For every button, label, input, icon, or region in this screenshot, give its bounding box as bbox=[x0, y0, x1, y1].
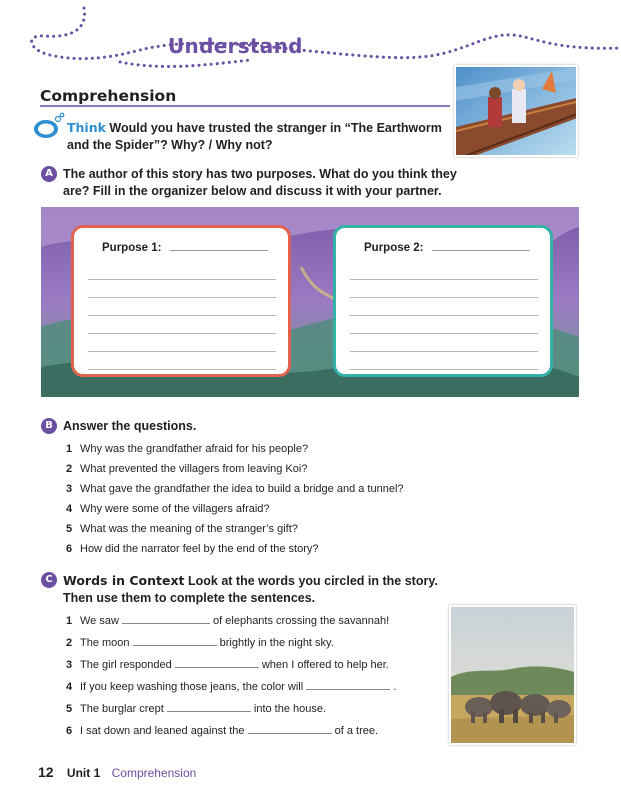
activity-c-heading bbox=[63, 572, 443, 607]
list-item bbox=[66, 443, 308, 455]
sentence-number: 3 bbox=[66, 659, 73, 671]
writing-line[interactable] bbox=[350, 334, 538, 352]
sentence-after: . bbox=[393, 681, 397, 693]
sentence-after: into the house. bbox=[253, 703, 327, 715]
list-item bbox=[66, 658, 389, 671]
list-item bbox=[66, 543, 318, 555]
fill-in-blank[interactable] bbox=[122, 614, 210, 624]
activity-b-badge: B bbox=[41, 418, 57, 434]
sentence-number: 4 bbox=[66, 681, 73, 693]
sentence-before: I sat down and leaned against the bbox=[80, 725, 245, 737]
page-number: 12 bbox=[38, 764, 54, 780]
fill-in-blank[interactable] bbox=[306, 680, 390, 690]
purpose-1-box[interactable] bbox=[71, 225, 291, 377]
writing-line[interactable] bbox=[88, 334, 276, 352]
list-item bbox=[66, 523, 298, 535]
writing-line[interactable] bbox=[88, 298, 276, 316]
writing-line[interactable] bbox=[88, 262, 276, 280]
section-divider bbox=[40, 105, 450, 107]
activity-a-instruction: The author of this story has two purposes. What do you think they are? Fill in the organizer below and discuss it with your partner. bbox=[63, 167, 457, 198]
question-text: What gave the grandfather the idea to build a bridge and a tunnel? bbox=[80, 483, 404, 495]
sentence-before: The girl responded bbox=[80, 659, 172, 671]
sentence-before: We saw bbox=[80, 615, 119, 627]
purpose-2-blank[interactable] bbox=[432, 241, 530, 251]
think-label: Think bbox=[67, 120, 106, 135]
words-in-context-title: Words in Context bbox=[63, 573, 185, 588]
sentence-number: 2 bbox=[66, 637, 73, 649]
section-title: Comprehension bbox=[40, 87, 177, 105]
writing-line[interactable] bbox=[88, 316, 276, 334]
list-item bbox=[66, 503, 270, 515]
page-title: Understand bbox=[168, 34, 303, 58]
purpose-2-box[interactable] bbox=[333, 225, 553, 377]
fill-in-blank[interactable] bbox=[167, 702, 251, 712]
writing-line[interactable] bbox=[350, 280, 538, 298]
purpose-1-label: Purpose 1: bbox=[102, 242, 162, 254]
elephants-photo bbox=[449, 605, 576, 745]
sentence-after: when I offered to help her. bbox=[261, 659, 389, 671]
story-illustration bbox=[454, 65, 578, 157]
question-number: 6 bbox=[66, 543, 73, 555]
unit-label: Unit 1 bbox=[66, 766, 101, 780]
activity-a-badge: A bbox=[41, 166, 57, 182]
list-item bbox=[66, 724, 378, 737]
list-item bbox=[66, 614, 389, 627]
list-item bbox=[66, 463, 307, 475]
think-prompt bbox=[67, 119, 447, 154]
writing-line[interactable] bbox=[350, 298, 538, 316]
writing-line[interactable] bbox=[350, 316, 538, 334]
fill-in-blank[interactable] bbox=[175, 658, 259, 668]
question-number: 3 bbox=[66, 483, 73, 495]
sentence-before: If you keep washing those jeans, the color will bbox=[80, 681, 304, 693]
activity-c-badge: C bbox=[41, 572, 57, 588]
question-text: How did the narrator feel by the end of the story? bbox=[80, 543, 319, 555]
question-text: Why was the grandfather afraid for his people? bbox=[80, 443, 309, 455]
question-text: What prevented the villagers from leaving Koi? bbox=[80, 463, 308, 475]
sentence-after: of elephants crossing the savannah! bbox=[213, 615, 390, 627]
list-item bbox=[66, 636, 334, 649]
list-item bbox=[66, 680, 396, 693]
sentence-before: The moon bbox=[80, 637, 130, 649]
activity-c-instruction: Look at the words you circled in the story. Then use them to complete the sentences. bbox=[63, 574, 438, 605]
sentence-before: The burglar crept bbox=[80, 703, 164, 715]
fill-in-blank[interactable] bbox=[248, 724, 332, 734]
page-footer bbox=[38, 764, 196, 780]
sentence-after: brightly in the night sky. bbox=[219, 637, 334, 649]
list-item bbox=[66, 483, 404, 495]
sentence-number: 6 bbox=[66, 725, 73, 737]
activity-b-instruction: Answer the questions. bbox=[63, 419, 197, 433]
question-number: 1 bbox=[66, 443, 73, 455]
sentence-number: 1 bbox=[66, 615, 73, 627]
question-text: What was the meaning of the stranger’s gift? bbox=[80, 523, 298, 535]
writing-line[interactable] bbox=[88, 280, 276, 298]
question-text: Why were some of the villagers afraid? bbox=[80, 503, 270, 515]
purpose-2-label: Purpose 2: bbox=[364, 242, 424, 254]
think-question: Would you have trusted the stranger in “The Earthworm and the Spider”? Why? / Why not? bbox=[67, 121, 442, 152]
writing-line[interactable] bbox=[350, 262, 538, 280]
question-number: 4 bbox=[66, 503, 73, 515]
list-item bbox=[66, 702, 326, 715]
thought-bubble-icon bbox=[32, 112, 66, 140]
footer-section: Comprehension bbox=[111, 766, 197, 780]
writing-line[interactable] bbox=[88, 352, 276, 370]
sentence-number: 5 bbox=[66, 703, 73, 715]
question-number: 5 bbox=[66, 523, 73, 535]
sentence-after: of a tree. bbox=[334, 725, 379, 737]
question-number: 2 bbox=[66, 463, 73, 475]
writing-line[interactable] bbox=[350, 352, 538, 370]
purpose-1-blank[interactable] bbox=[170, 241, 268, 251]
fill-in-blank[interactable] bbox=[133, 636, 217, 646]
purpose-organizer bbox=[41, 207, 579, 397]
